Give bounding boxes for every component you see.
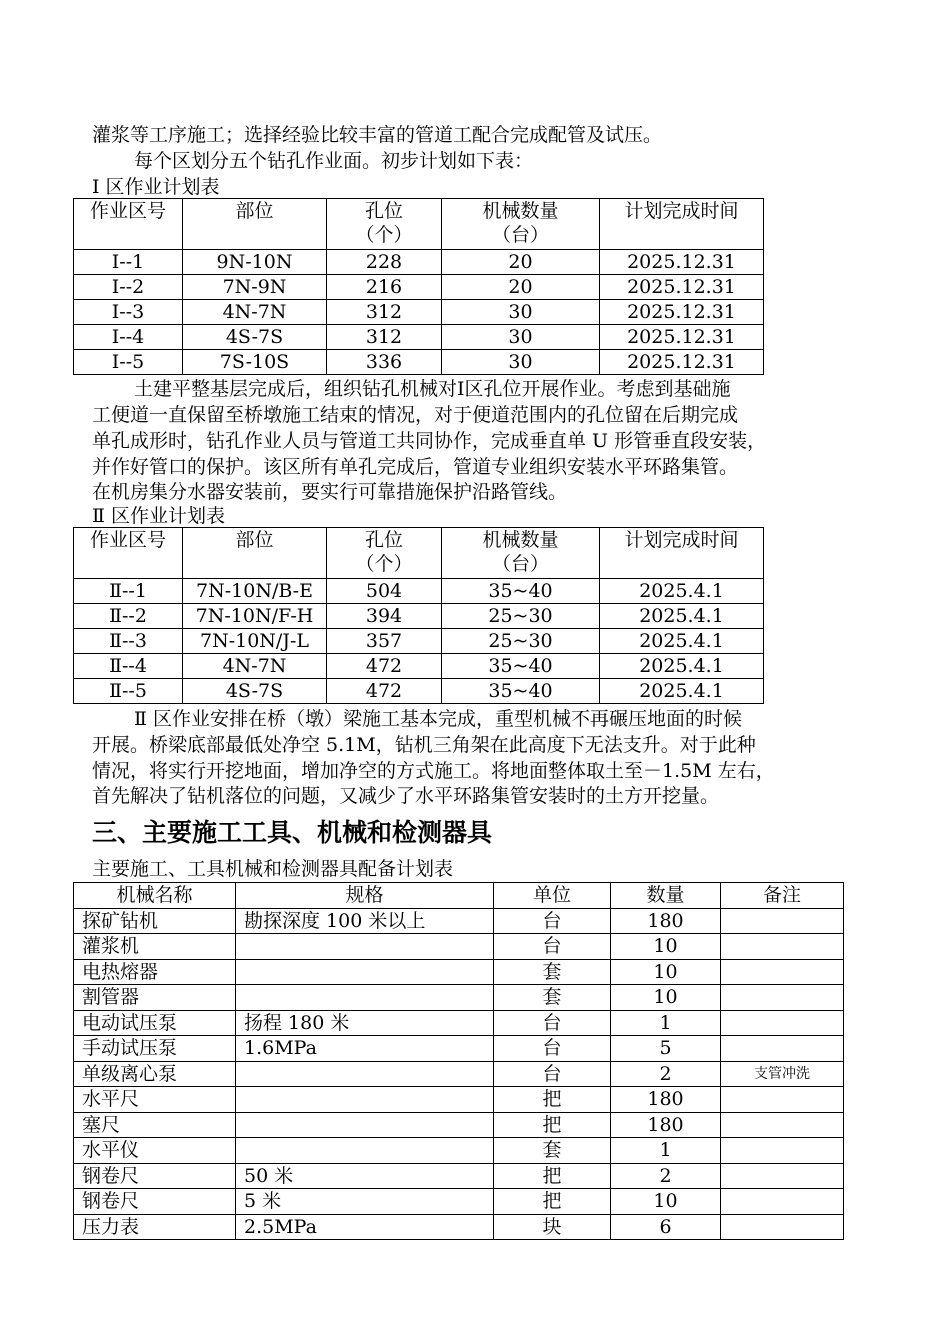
table-row: [74, 1138, 844, 1164]
remarks-cell: [721, 1163, 844, 1189]
location-cell: 7N-10N/F-H: [183, 604, 327, 629]
remarks-cell: [721, 959, 844, 985]
header-finish-date: 计划完成时间: [600, 528, 764, 579]
location-cell: 7N-10N/J-L: [183, 629, 327, 654]
machines-cell: 20: [442, 275, 600, 300]
machine-name-cell: 灌浆机: [74, 934, 236, 960]
header-location: 部位: [183, 528, 327, 579]
table-row: [74, 1163, 844, 1189]
equipment-table: [73, 882, 844, 1240]
location-cell: 4S-7S: [183, 325, 327, 350]
finish-date-cell: 2025.12.31: [600, 350, 764, 375]
table-header-row: [74, 528, 764, 579]
zone-no-cell: Ⅰ--1: [74, 250, 183, 275]
quantity-cell: 5: [611, 1036, 721, 1062]
machine-name-cell: 水平仪: [74, 1138, 236, 1164]
equipment-table-caption: 主要施工、工具机械和检测器具配备计划表: [92, 858, 454, 880]
table-row: [74, 1036, 844, 1062]
location-cell: 4N-7N: [183, 654, 327, 679]
table-row: [74, 908, 844, 934]
remarks-cell: [721, 908, 844, 934]
spec-cell: 1.6MPa: [236, 1036, 494, 1062]
section-heading: 三、主要施工工具、机械和检测器具: [92, 818, 493, 847]
remarks-cell: [721, 985, 844, 1011]
holes-cell: 472: [327, 679, 442, 704]
location-cell: 9N-10N: [183, 250, 327, 275]
table-row: [74, 985, 844, 1011]
unit-cell: 块: [494, 1214, 611, 1240]
spec-cell: 5 米: [236, 1189, 494, 1215]
paragraph-1-line-2: 工便道一直保留至桥墩施工结束的情况，对于便道范围内的孔位留在后期完成: [92, 404, 739, 426]
machines-cell: 20: [442, 250, 600, 275]
finish-date-cell: 2025.12.31: [600, 325, 764, 350]
zone-no-cell: Ⅰ--3: [74, 300, 183, 325]
machine-name-cell: 压力表: [74, 1214, 236, 1240]
table-row: [74, 629, 764, 654]
unit-cell: 套: [494, 959, 611, 985]
holes-cell: 394: [327, 604, 442, 629]
unit-cell: 把: [494, 1112, 611, 1138]
machines-cell: 30: [442, 325, 600, 350]
header-finish-date: 计划完成时间: [600, 199, 764, 250]
quantity-cell: 6: [611, 1214, 721, 1240]
spec-cell: [236, 1087, 494, 1113]
unit-cell: 把: [494, 1087, 611, 1113]
unit-cell: 台: [494, 908, 611, 934]
finish-date-cell: 2025.12.31: [600, 275, 764, 300]
header-holes: 孔位 （个）: [327, 199, 442, 250]
machine-name-cell: 塞尺: [74, 1112, 236, 1138]
machines-cell: 25~30: [442, 629, 600, 654]
machine-name-cell: 水平尺: [74, 1087, 236, 1113]
machine-name-cell: 探矿钻机: [74, 908, 236, 934]
unit-cell: 台: [494, 934, 611, 960]
spec-cell: [236, 1138, 494, 1164]
header-remarks: 备注: [721, 883, 844, 909]
zone-no-cell: Ⅰ--2: [74, 275, 183, 300]
header-holes: 孔位 （个）: [327, 528, 442, 579]
finish-date-cell: 2025.4.1: [600, 654, 764, 679]
holes-cell: 312: [327, 325, 442, 350]
table-row: [74, 350, 764, 375]
machines-cell: 25~30: [442, 604, 600, 629]
unit-cell: 把: [494, 1189, 611, 1215]
holes-cell: 312: [327, 300, 442, 325]
paragraph-2-line-1: Ⅱ 区作业安排在桥（墩）梁施工基本完成，重型机械不再碾压地面的时候: [134, 708, 742, 730]
header-zone-no: 作业区号: [74, 528, 183, 579]
quantity-cell: 180: [611, 1112, 721, 1138]
zone-no-cell: Ⅱ--1: [74, 579, 183, 604]
intro-line-1: 灌浆等工序施工；选择经验比较丰富的管道工配合完成配管及试压。: [92, 124, 663, 146]
paragraph-1-line-3: 单孔成形时，钻孔作业人员与管道工共同协作，完成垂直单 U 形管垂直段安装，: [92, 430, 767, 452]
header-machine-name: 机械名称: [74, 883, 236, 909]
paragraph-2-line-2: 开展。桥梁底部最低处净空 5.1M，钻机三角架在此高度下无法支升。对于此种: [92, 734, 756, 756]
holes-cell: 357: [327, 629, 442, 654]
quantity-cell: 1: [611, 1138, 721, 1164]
machines-cell: 35~40: [442, 579, 600, 604]
quantity-cell: 2: [611, 1163, 721, 1189]
table-row: [74, 300, 764, 325]
finish-date-cell: 2025.4.1: [600, 604, 764, 629]
table-row: [74, 604, 764, 629]
finish-date-cell: 2025.4.1: [600, 679, 764, 704]
remarks-cell: 支管冲洗: [721, 1061, 844, 1087]
table-header-row: [74, 199, 764, 250]
table-row: [74, 579, 764, 604]
remarks-cell: [721, 934, 844, 960]
paragraph-2-line-4: 首先解决了钻机落位的问题，又减少了水平环路集管安装时的土方开挖量。: [92, 785, 720, 807]
location-cell: 7N-10N/B-E: [183, 579, 327, 604]
table-row: [74, 1214, 844, 1240]
zone1-plan-table: [73, 198, 764, 375]
holes-cell: 504: [327, 579, 442, 604]
holes-cell: 336: [327, 350, 442, 375]
quantity-cell: 180: [611, 908, 721, 934]
machine-name-cell: 钢卷尺: [74, 1189, 236, 1215]
zone2-table-caption: Ⅱ 区作业计划表: [92, 505, 225, 527]
paragraph-2-line-3: 情况，将实行开挖地面，增加净空的方式施工。将地面整体取土至－1.5M 左右，: [92, 760, 775, 782]
spec-cell: 2.5MPa: [236, 1214, 494, 1240]
location-cell: 7S-10S: [183, 350, 327, 375]
unit-cell: 套: [494, 1138, 611, 1164]
table-row: [74, 679, 764, 704]
unit-cell: 台: [494, 1036, 611, 1062]
intro-line-2: 每个区划分五个钻孔作业面。初步计划如下表：: [134, 150, 534, 172]
quantity-cell: 2: [611, 1061, 721, 1087]
quantity-cell: 10: [611, 934, 721, 960]
machine-name-cell: 割管器: [74, 985, 236, 1011]
finish-date-cell: 2025.4.1: [600, 579, 764, 604]
paragraph-1-line-5: 在机房集分水器安装前，要实行可靠措施保护沿路管线。: [92, 481, 568, 503]
spec-cell: [236, 1061, 494, 1087]
location-cell: 7N-9N: [183, 275, 327, 300]
remarks-cell: [721, 1214, 844, 1240]
header-location: 部位: [183, 199, 327, 250]
unit-cell: 把: [494, 1163, 611, 1189]
machine-name-cell: 电动试压泵: [74, 1010, 236, 1036]
holes-cell: 216: [327, 275, 442, 300]
machine-name-cell: 钢卷尺: [74, 1163, 236, 1189]
table-row: [74, 1189, 844, 1215]
holes-cell: 228: [327, 250, 442, 275]
quantity-cell: 10: [611, 985, 721, 1011]
table-row: [74, 654, 764, 679]
header-unit: 单位: [494, 883, 611, 909]
remarks-cell: [721, 1138, 844, 1164]
machine-name-cell: 手动试压泵: [74, 1036, 236, 1062]
table-row: [74, 934, 844, 960]
machines-cell: 35~40: [442, 654, 600, 679]
header-machines: 机械数量 （台）: [442, 528, 600, 579]
table-row: [74, 1087, 844, 1113]
spec-cell: [236, 985, 494, 1011]
table-header-row: [74, 883, 844, 909]
table-row: [74, 1010, 844, 1036]
machine-name-cell: 电热熔器: [74, 959, 236, 985]
zone-no-cell: Ⅰ--4: [74, 325, 183, 350]
quantity-cell: 10: [611, 959, 721, 985]
quantity-cell: 1: [611, 1010, 721, 1036]
finish-date-cell: 2025.12.31: [600, 300, 764, 325]
spec-cell: [236, 1112, 494, 1138]
location-cell: 4N-7N: [183, 300, 327, 325]
table-row: [74, 275, 764, 300]
spec-cell: 勘探深度 100 米以上: [236, 908, 494, 934]
remarks-cell: [721, 1112, 844, 1138]
machines-cell: 30: [442, 300, 600, 325]
header-spec: 规格: [236, 883, 494, 909]
zone1-table-caption: Ⅰ 区作业计划表: [92, 176, 220, 198]
spec-cell: 50 米: [236, 1163, 494, 1189]
spec-cell: [236, 934, 494, 960]
header-zone-no: 作业区号: [74, 199, 183, 250]
remarks-cell: [721, 1036, 844, 1062]
remarks-cell: [721, 1189, 844, 1215]
zone-no-cell: Ⅱ--3: [74, 629, 183, 654]
zone2-plan-table: [73, 527, 764, 704]
spec-cell: 扬程 180 米: [236, 1010, 494, 1036]
paragraph-1-line-1: 土建平整基层完成后，组织钻孔机械对Ⅰ区孔位开展作业。考虑到基础施: [134, 378, 731, 400]
spec-cell: [236, 959, 494, 985]
remarks-cell: [721, 1010, 844, 1036]
table-row: [74, 325, 764, 350]
table-row: [74, 959, 844, 985]
table-row: [74, 250, 764, 275]
holes-cell: 472: [327, 654, 442, 679]
unit-cell: 台: [494, 1061, 611, 1087]
machine-name-cell: 单级离心泵: [74, 1061, 236, 1087]
zone-no-cell: Ⅰ--5: [74, 350, 183, 375]
table-row: [74, 1112, 844, 1138]
location-cell: 4S-7S: [183, 679, 327, 704]
paragraph-1-line-4: 并作好管口的保护。该区所有单孔完成后，管道专业组织安装水平环路集管。: [92, 456, 739, 478]
unit-cell: 台: [494, 1010, 611, 1036]
quantity-cell: 180: [611, 1087, 721, 1113]
zone-no-cell: Ⅱ--4: [74, 654, 183, 679]
machines-cell: 30: [442, 350, 600, 375]
quantity-cell: 10: [611, 1189, 721, 1215]
table-row: [74, 1061, 844, 1087]
finish-date-cell: 2025.12.31: [600, 250, 764, 275]
header-quantity: 数量: [611, 883, 721, 909]
zone-no-cell: Ⅱ--2: [74, 604, 183, 629]
zone-no-cell: Ⅱ--5: [74, 679, 183, 704]
machines-cell: 35~40: [442, 679, 600, 704]
unit-cell: 套: [494, 985, 611, 1011]
remarks-cell: [721, 1087, 844, 1113]
header-machines: 机械数量 （台）: [442, 199, 600, 250]
finish-date-cell: 2025.4.1: [600, 629, 764, 654]
